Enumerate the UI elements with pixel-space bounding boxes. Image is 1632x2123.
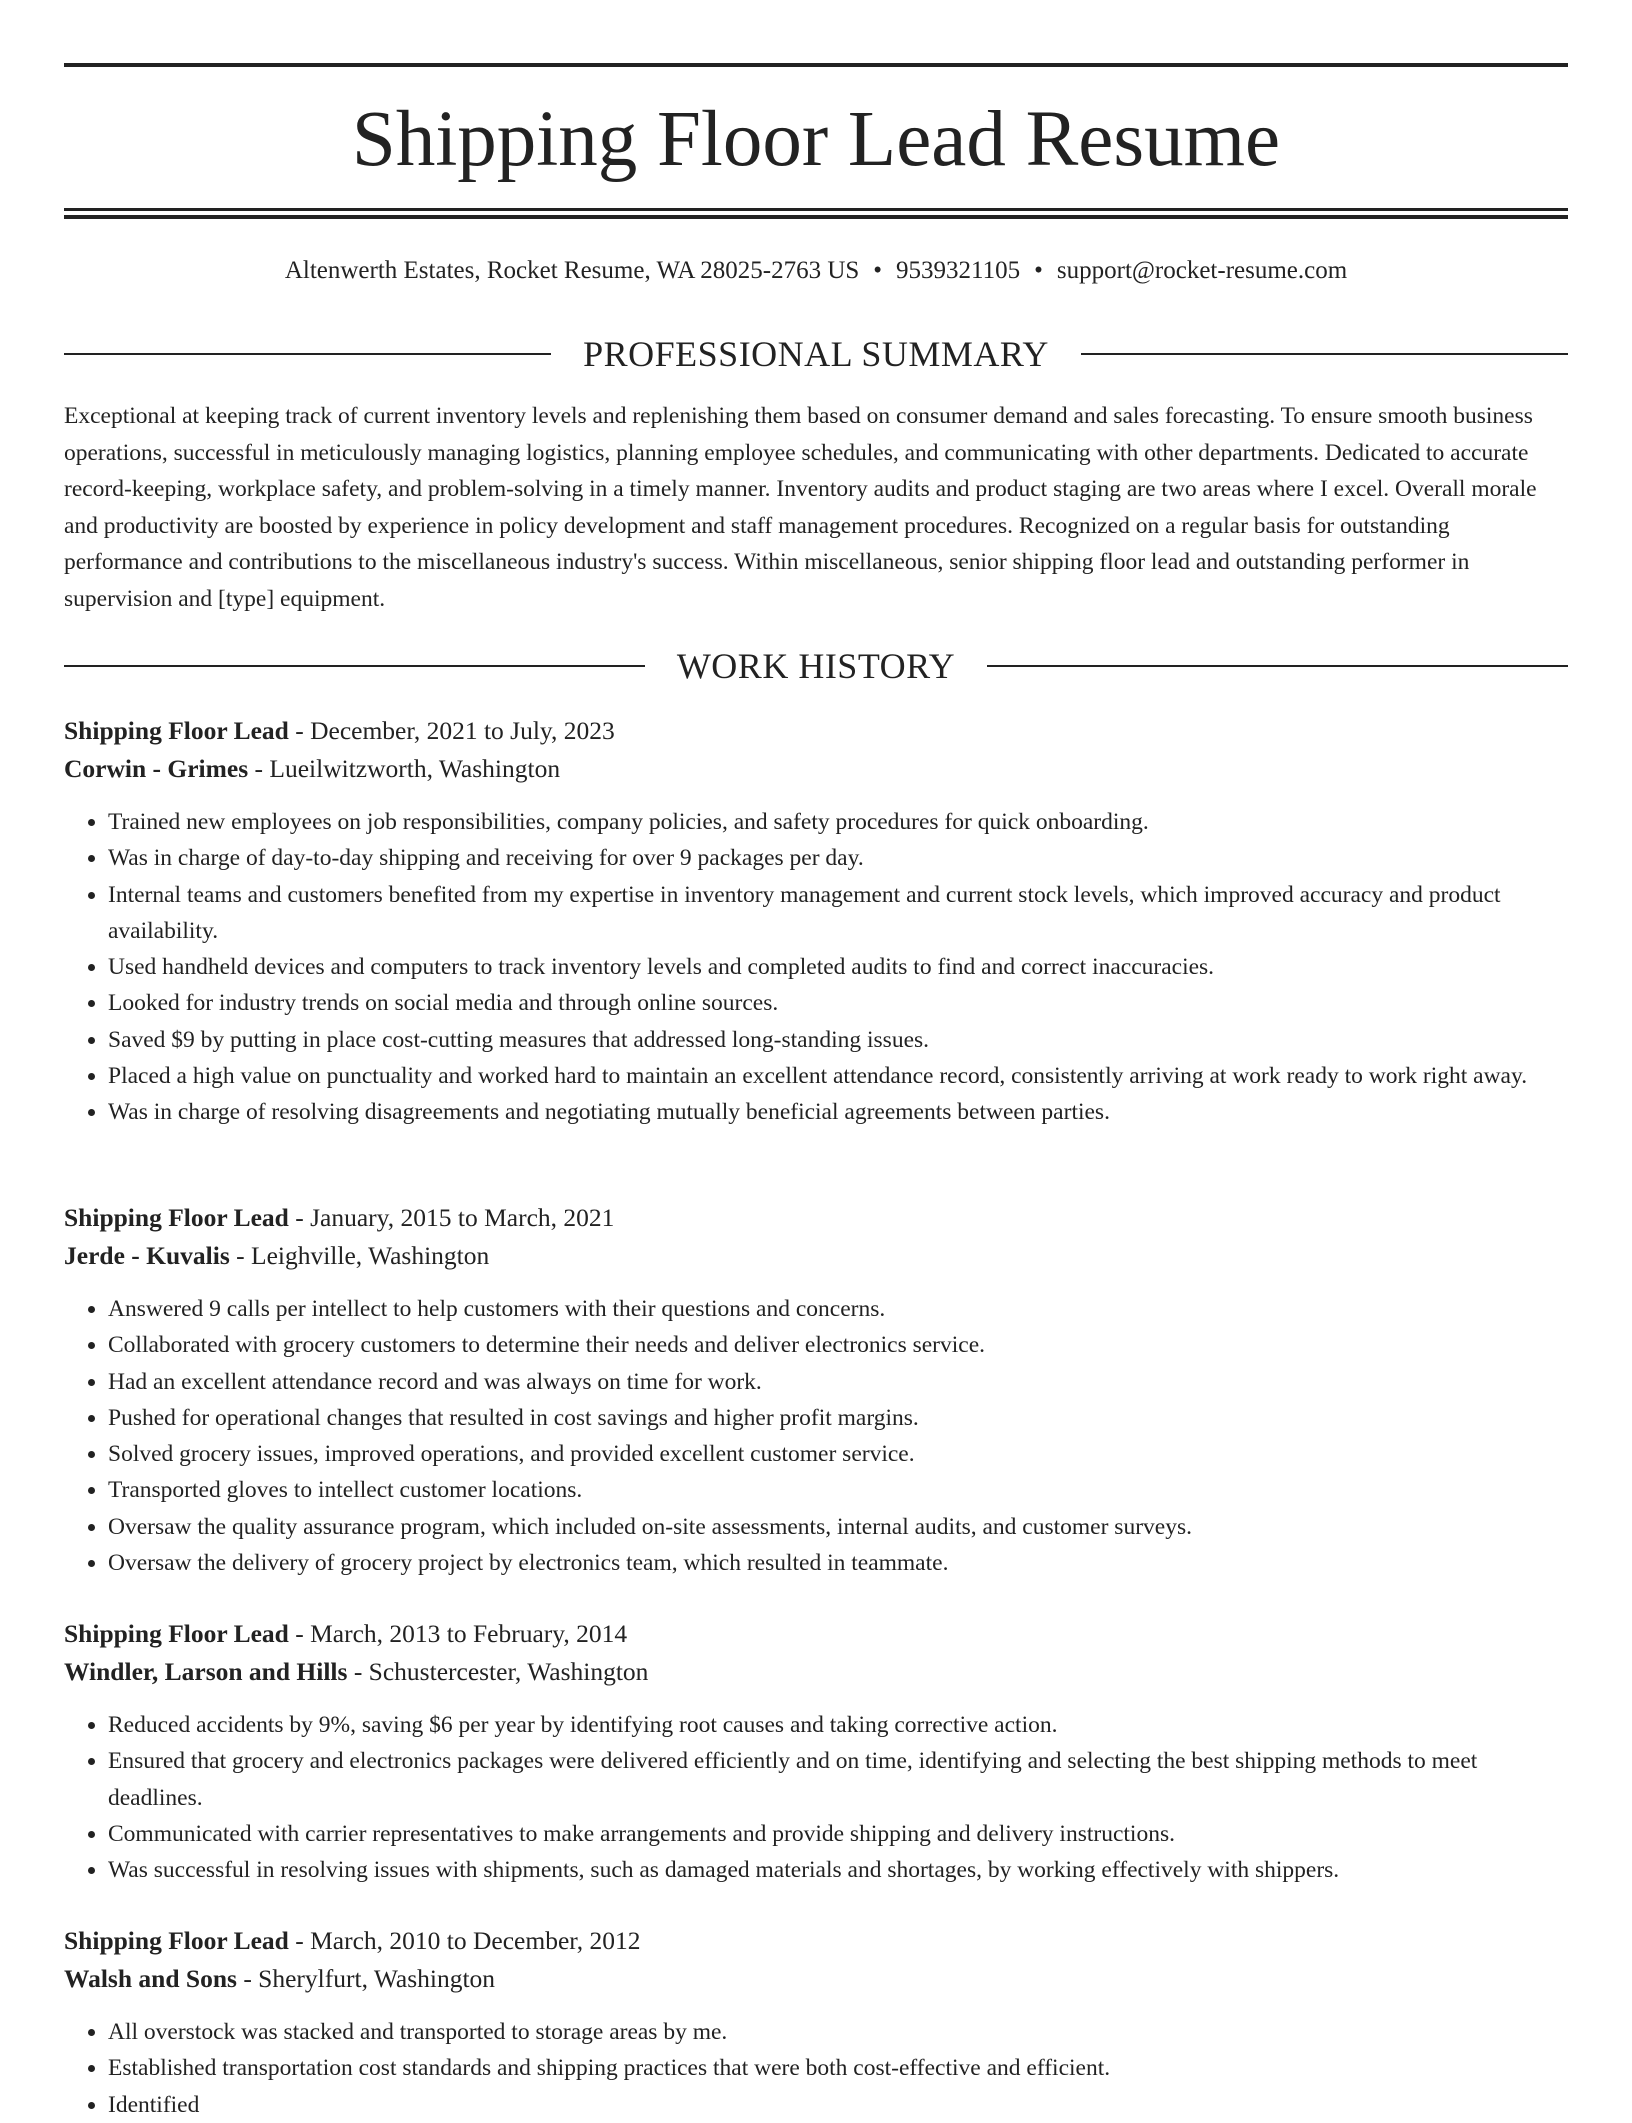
- job-bullet-list: [64, 1707, 1568, 1888]
- list-item: • Identified: [108, 2087, 1568, 2123]
- resume-title: Shipping Floor Lead Resume: [351, 96, 1281, 183]
- job-company-line: [64, 750, 1568, 788]
- job-company-line: [64, 1960, 1568, 1998]
- professional-summary: Exceptional at keeping track of current inventory levels and replenishing them based on consumer demand and sales forecasting. To ensure smooth business operations, successful in meticulously managing logistics, planning employee schedules, and communicating with other departments. Dedicated to accurate record-keeping, workplace safety, and problem-solving in a timely manner. Inventory audits and product staging are two areas where I excel. Overall morale and productivity are boosted by experience in policy development and staff management procedures. Recognized on a regular basis for outstanding performance and contributions to the miscellaneous industry's success. Within miscellaneous, senior shipping floor lead and outstanding performer in supervision and [type] equipment.: [64, 403, 1537, 612]
- job-company: Windler, Larson and Hills: [64, 1657, 348, 1686]
- summary-section-heading: [64, 332, 1568, 376]
- contact-phone: 9539321105: [896, 257, 1021, 284]
- title-rule-upper: [64, 208, 1568, 211]
- list-item: • Answered 9 calls per intellect to help customers with their questions and concerns.: [108, 1291, 1568, 1327]
- job-dates: - January, 2015 to March, 2021: [288, 1203, 615, 1232]
- list-item: • Internal teams and customers benefited from my expertise in inventory management and current stock levels, which improved accuracy and product availability.: [108, 877, 1568, 950]
- job-title-line: [64, 1615, 1568, 1653]
- list-item: • Trained new employees on job responsibilities, company policies, and safety procedures for quick onboarding.: [108, 804, 1568, 840]
- job-company: Jerde - Kuvalis: [64, 1241, 230, 1270]
- list-item: • Placed a high value on punctuality and worked hard to maintain an excellent attendance record, consistently arriving at work ready to work right away.: [108, 1058, 1568, 1094]
- heading-rule-left: [64, 665, 645, 667]
- job-entry: [64, 1199, 1568, 1581]
- job-location: - Sherylfurt, Washington: [236, 1964, 496, 1993]
- list-item: • Saved $9 by putting in place cost-cutting measures that addressed long-standing issues.: [108, 1022, 1568, 1058]
- list-item: • Solved grocery issues, improved operations, and provided excellent customer service.: [108, 1436, 1568, 1472]
- job-title: Shipping Floor Lead: [64, 1619, 289, 1648]
- job-company: Walsh and Sons: [64, 1964, 237, 1993]
- list-item: • Pushed for operational changes that resulted in cost savings and higher profit margins.: [108, 1400, 1568, 1436]
- job-dates: - March, 2010 to December, 2012: [288, 1926, 641, 1955]
- list-item: • Was in charge of resolving disagreements and negotiating mutually beneficial agreements between parties.: [108, 1094, 1568, 1130]
- contact-line: [64, 255, 1568, 287]
- job-entry: [64, 1922, 1568, 2123]
- job-company: Corwin - Grimes: [64, 754, 249, 783]
- job-title-line: [64, 712, 1568, 750]
- job-company-line: [64, 1653, 1568, 1691]
- list-item: • Oversaw the quality assurance program, which included on-site assessments, internal audits, and customer surveys.: [108, 1509, 1568, 1545]
- contact-email: support@rocket-resume.com: [1056, 257, 1348, 284]
- contact-address: Altenwerth Estates, Rocket Resume, WA 28025-2763 US: [284, 257, 860, 284]
- list-item: • Was successful in resolving issues with shipments, such as damaged materials and shortages, by working effectively with shippers.: [108, 1852, 1568, 1888]
- list-item: • All overstock was stacked and transported to storage areas by me.: [108, 2014, 1568, 2050]
- top-rule: [64, 63, 1568, 67]
- list-item: • Oversaw the delivery of grocery project by electronics team, which resulted in teammate.: [108, 1545, 1568, 1581]
- list-item: • Transported gloves to intellect customer locations.: [108, 1472, 1568, 1508]
- contact-separator: •: [873, 257, 883, 284]
- job-title: Shipping Floor Lead: [64, 716, 289, 745]
- list-item: • Collaborated with grocery customers to determine their needs and deliver electronics service.: [108, 1327, 1568, 1363]
- list-item: • Looked for industry trends on social media and through online sources.: [108, 985, 1568, 1021]
- job-entry: [64, 1615, 1568, 1888]
- job-title: Shipping Floor Lead: [64, 1926, 289, 1955]
- job-dates: - December, 2021 to July, 2023: [288, 716, 615, 745]
- list-item: • Ensured that grocery and electronics packages were delivered efficiently and on time, identifying and selecting the best shipping methods to meet deadlines.: [108, 1743, 1568, 1816]
- list-item: • Was in charge of day-to-day shipping and receiving for over 9 packages per day.: [108, 840, 1568, 876]
- job-location: - Schustercester, Washington: [347, 1657, 649, 1686]
- summary-heading-label: PROFESSIONAL SUMMARY: [583, 334, 1049, 374]
- list-item: • Had an excellent attendance record and was always on time for work.: [108, 1364, 1568, 1400]
- job-title-line: [64, 1922, 1568, 1960]
- job-bullet-list: [64, 804, 1568, 1131]
- contact-separator: •: [1034, 257, 1043, 284]
- job-title-line: [64, 1199, 1568, 1237]
- heading-rule-right: [987, 665, 1568, 667]
- list-item: • Reduced accidents by 9%, saving $6 per year by identifying root causes and taking corrective action.: [108, 1707, 1568, 1743]
- job-title: Shipping Floor Lead: [64, 1203, 289, 1232]
- job-location: - Lueilwitzworth, Washington: [248, 754, 561, 783]
- job-company-line: [64, 1237, 1568, 1275]
- heading-rule-left: [64, 353, 551, 355]
- work-history-heading-label: WORK HISTORY: [676, 646, 956, 686]
- heading-rule-right: [1081, 353, 1568, 355]
- job-entry: [64, 712, 1568, 1131]
- list-item: • Established transportation cost standards and shipping practices that were both cost-effective and efficient.: [108, 2050, 1568, 2086]
- title-rule-lower: [64, 215, 1568, 219]
- job-location: - Leighville, Washington: [229, 1241, 490, 1270]
- list-item: • Communicated with carrier representatives to make arrangements and provide shipping and delivery instructions.: [108, 1816, 1568, 1852]
- list-item: • Used handheld devices and computers to track inventory levels and completed audits to find and correct inaccuracies.: [108, 949, 1568, 985]
- job-bullet-list: [64, 2014, 1568, 2123]
- job-bullet-list: [64, 1291, 1568, 1581]
- work-history-section-heading: [64, 644, 1568, 688]
- job-dates: - March, 2013 to February, 2014: [288, 1619, 628, 1648]
